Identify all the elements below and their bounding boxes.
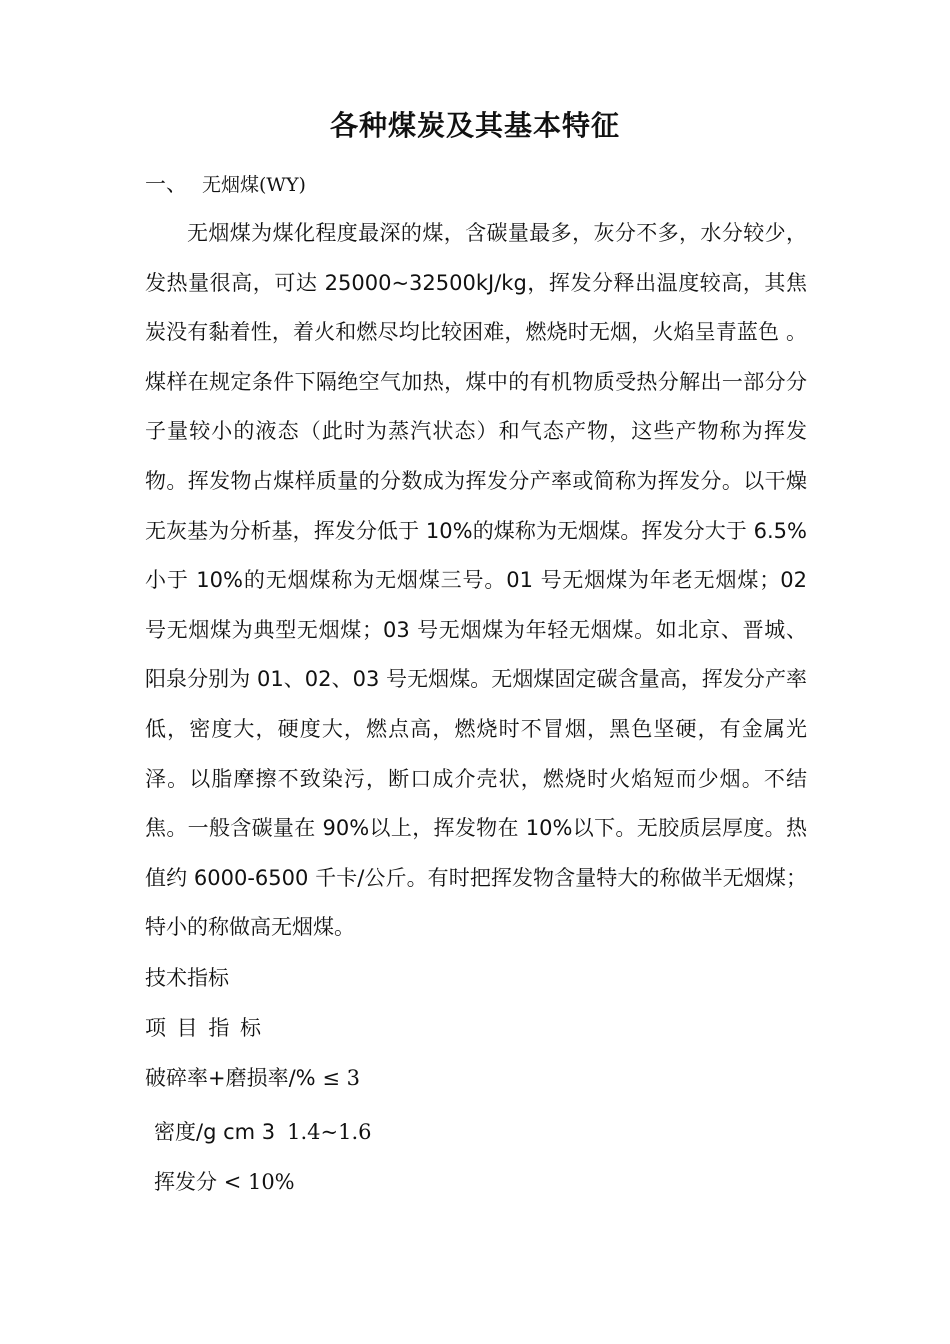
spec-table-header: 项 目 指 标 <box>145 1016 262 1040</box>
spec-row-density <box>154 1116 372 1148</box>
document-title: 各种煤炭及其基本特征 <box>329 109 620 142</box>
spec-label: 挥发分 <box>154 1170 217 1194</box>
spec-label: 密度/g cm 3 <box>154 1120 276 1144</box>
spec-row-breakage <box>145 1062 360 1094</box>
spec-label: 破碎率+磨损率/% <box>145 1066 316 1090</box>
spec-value: < 10% <box>223 1170 295 1194</box>
spec-value: 1.4~1.6 <box>287 1120 372 1144</box>
body-paragraph: 无烟煤为煤化程度最深的煤，含碳量最多，灰分不多，水分较少，发热量很高，可达 25000~32500kJ/kg，挥发分释出温度较高，其焦炭没有黏着性，着火和燃尽均比较困难，燃烧时无烟，火焰呈青蓝色 。煤样在规定条件下隔绝空气加热，煤中的有机物质受热分解出一部分分子量较小的液态（此时为蒸汽状态）和气态产物，这些产物称为挥发物。挥发物占煤样质量的分数成为挥发分产率或简称为挥发分。以干燥无灰基为分析基，挥发分低于 10%的煤称为无烟煤。挥发分大于 6.5%小于 10%的无烟煤称为无烟煤三号。01 号无烟煤为年老无烟煤；02 号无烟煤为典型无烟煤；03 号无烟煤为年轻无烟煤。如北京、晋城、阳泉分别为 01、02、03 号无烟煤。无烟煤固定碳含量高，挥发分产率低，密度大，硬度大，燃点高，燃烧时不冒烟，黑色坚硬，有金属光泽。以脂摩擦不致染污，断口成介壳状，燃烧时火焰短而少烟。不结焦。一般含碳量在 90%以上，挥发物在 10%以下。无胶质层厚度。热值约 6000-6500 千卡/公斤。有时把挥发物含量特大的称做半无烟煤；特小的称做高无烟煤。 <box>145 221 807 940</box>
section-number: 一、 <box>145 172 187 196</box>
tech-spec-heading: 技术指标 <box>145 966 229 990</box>
section-heading <box>145 168 306 201</box>
spec-value: ≤ 3 <box>322 1066 360 1090</box>
spec-row-volatile <box>154 1166 295 1198</box>
section-title: 无烟煤(WY) <box>202 174 306 196</box>
